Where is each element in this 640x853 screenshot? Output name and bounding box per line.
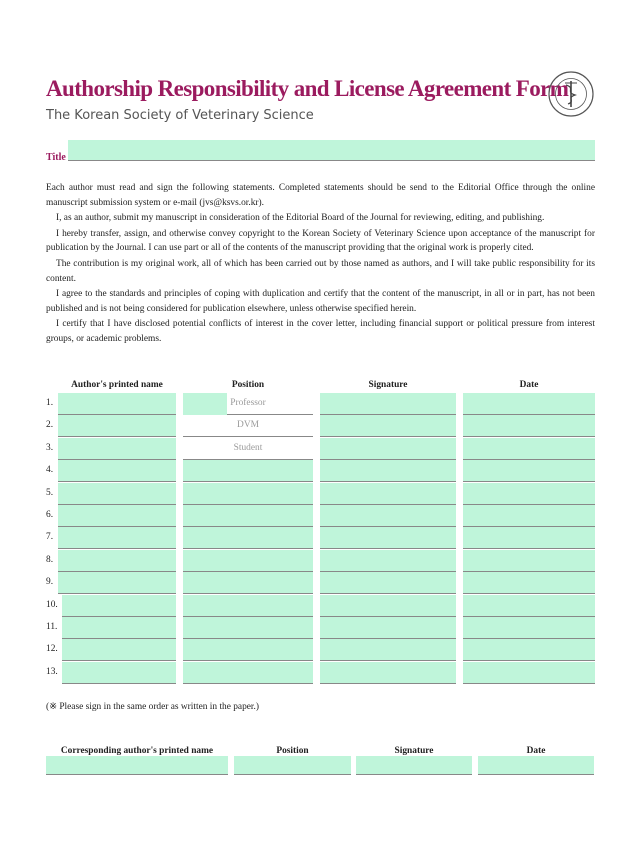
author-name-field[interactable]	[58, 460, 176, 482]
author-signature-field[interactable]	[320, 415, 456, 437]
header-author-name: Author's printed name	[71, 380, 163, 390]
header-corresponding-signature: Signature	[394, 746, 434, 756]
author-date-field[interactable]	[463, 662, 595, 684]
position-example: DVM	[237, 420, 259, 430]
statement-conflicts: I certify that I have disclosed potential conflicts of interest in the cover letter, including financial support or political pressure from interest groups, or academic problems.	[46, 319, 595, 344]
author-date-field[interactable]	[463, 483, 595, 505]
header-signature: Signature	[368, 380, 408, 390]
author-signature-field[interactable]	[320, 550, 456, 572]
author-signature-field[interactable]	[320, 505, 456, 527]
header-corresponding-position: Position	[276, 746, 309, 756]
header-corresponding-date: Date	[526, 746, 546, 756]
author-date-field[interactable]	[463, 415, 595, 437]
author-signature-field[interactable]	[320, 438, 456, 460]
title-input[interactable]	[68, 140, 595, 161]
row-number: 7.	[46, 532, 54, 542]
author-date-field[interactable]	[463, 527, 595, 549]
author-signature-field[interactable]	[320, 483, 456, 505]
header-corresponding-name: Corresponding author's printed name	[60, 746, 214, 756]
statements-block	[46, 181, 595, 347]
header-date: Date	[519, 380, 539, 390]
position-example: Professor	[230, 398, 266, 408]
author-name-field[interactable]	[62, 639, 176, 661]
author-signature-field[interactable]	[320, 527, 456, 549]
statement-duplication: I agree to the standards and principles of coping with duplication and certify that the content of the manuscript, in all or in part, has not been published and is not being considered for publication elsewhere, unless otherwise specified herein.	[46, 288, 595, 314]
row-number: 11.	[46, 622, 58, 632]
author-name-field[interactable]	[58, 438, 176, 460]
author-signature-field[interactable]	[320, 393, 456, 415]
statement-copyright: I hereby transfer, assign, and otherwise convey copyright to the Korean Society of Veterinary Science upon acceptance of the manuscript for publication by the Journal. I can use part or all of the contents of the manuscript providing that the original work is properly cited.	[46, 228, 595, 254]
row-number: 3.	[46, 443, 54, 453]
author-name-field[interactable]	[62, 595, 176, 617]
author-name-field[interactable]	[62, 662, 176, 684]
author-position-field[interactable]	[183, 639, 313, 661]
corresponding-date-field[interactable]	[478, 756, 594, 775]
author-position-field[interactable]	[183, 595, 313, 617]
author-name-field[interactable]	[58, 572, 176, 594]
author-date-field[interactable]	[463, 460, 595, 482]
author-name-field[interactable]	[58, 483, 176, 505]
society-seal-icon	[548, 71, 594, 117]
row-number: 12.	[46, 644, 58, 654]
author-date-field[interactable]	[463, 550, 595, 572]
row-number: 13.	[46, 667, 58, 677]
author-date-field[interactable]	[463, 505, 595, 527]
corresponding-name-field[interactable]	[46, 756, 228, 775]
author-date-field[interactable]	[463, 595, 595, 617]
author-name-field[interactable]	[58, 415, 176, 437]
author-position-field[interactable]	[183, 550, 313, 572]
author-name-field[interactable]	[58, 393, 176, 415]
author-signature-field[interactable]	[320, 617, 456, 639]
sign-order-note: (※ Please sign in the same order as written in the paper.)	[46, 702, 260, 712]
row-number: 10.	[46, 600, 58, 610]
author-position-field[interactable]	[183, 460, 313, 482]
author-position-field[interactable]	[183, 662, 313, 684]
author-name-field[interactable]	[58, 527, 176, 549]
row-number: 4.	[46, 465, 54, 475]
corresponding-signature-field[interactable]	[356, 756, 472, 775]
row-number: 6.	[46, 510, 54, 520]
corresponding-position-field[interactable]	[234, 756, 351, 775]
author-position-field[interactable]	[183, 572, 313, 594]
author-date-field[interactable]	[463, 393, 595, 415]
form-title: Authorship Responsibility and License Agreement Form	[46, 76, 569, 101]
society-name: The Korean Society of Veterinary Science	[46, 108, 314, 123]
statement-originality: The contribution is my original work, all of which has been carried out by those named as authors, and I will take public responsibility for its content.	[46, 258, 595, 284]
author-date-field[interactable]	[463, 572, 595, 594]
position-example: Student	[233, 443, 263, 453]
author-signature-field[interactable]	[320, 572, 456, 594]
header-position: Position	[231, 380, 265, 390]
row-number: 1.	[46, 398, 54, 408]
author-name-field[interactable]	[58, 505, 176, 527]
author-date-field[interactable]	[463, 617, 595, 639]
row-number: 5.	[46, 488, 54, 498]
author-signature-field[interactable]	[320, 639, 456, 661]
row-number: 9.	[46, 577, 54, 587]
author-name-field[interactable]	[58, 550, 176, 572]
author-name-field[interactable]	[62, 617, 176, 639]
author-position-field[interactable]	[183, 617, 313, 639]
statement-instructions: Each author must read and sign the following statements. Completed statements should be send to the Editorial Office through the online manuscript submission system or e-mail (jvs@ksvs.or.kr).	[46, 183, 595, 208]
title-label: Title	[46, 152, 66, 163]
author-position-field[interactable]	[183, 505, 313, 527]
author-date-field[interactable]	[463, 639, 595, 661]
author-signature-field[interactable]	[320, 595, 456, 617]
statement-submission: I, as an author, submit my manuscript in consideration of the Editorial Board of the Journal for reviewing, editing, and publishing.	[56, 213, 545, 224]
author-signature-field[interactable]	[320, 460, 456, 482]
row-number: 2.	[46, 420, 54, 430]
author-position-field[interactable]	[183, 527, 313, 549]
author-date-field[interactable]	[463, 438, 595, 460]
author-signature-field[interactable]	[320, 662, 456, 684]
row-number: 8.	[46, 555, 54, 565]
author-position-field[interactable]	[183, 483, 313, 505]
